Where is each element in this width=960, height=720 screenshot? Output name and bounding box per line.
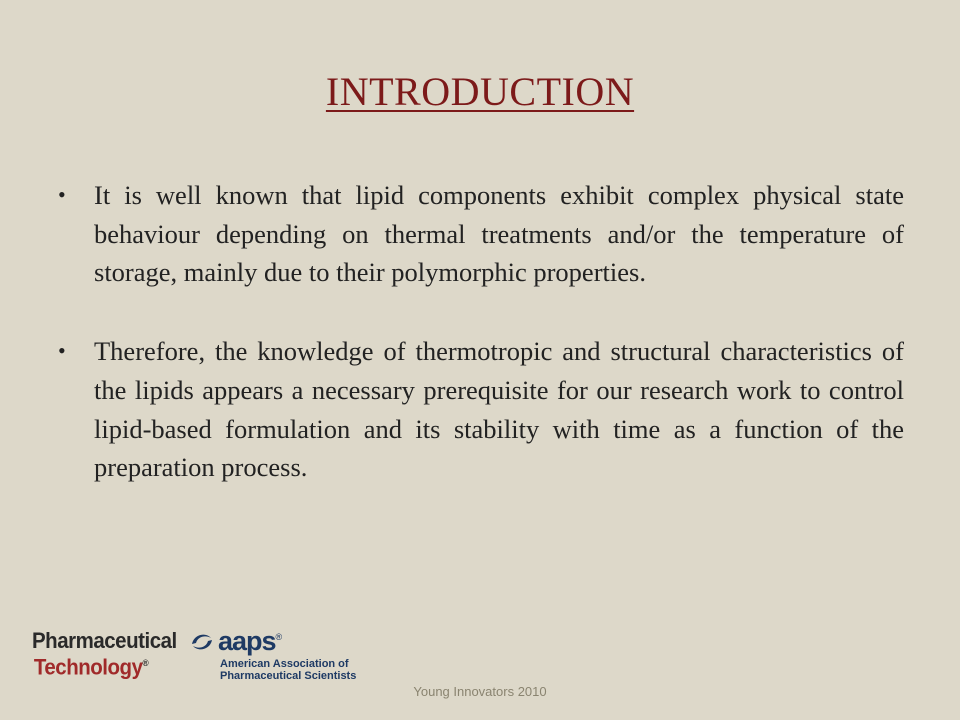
slide-title-text: INTRODUCTION (325, 69, 635, 114)
pharmaceutical-technology-logo-line2: Technology® (33, 654, 149, 680)
aaps-org-line2: Pharmaceutical Scientists (220, 670, 357, 682)
pharmaceutical-technology-logo-line1: Pharmaceutical (32, 628, 177, 653)
bullet-item (58, 332, 904, 487)
aaps-org-line1: American Association of (220, 658, 349, 670)
registered-mark: ® (275, 632, 282, 642)
registered-mark: ® (142, 658, 149, 668)
pharmaceutical-technology-logo (32, 630, 188, 678)
bullet-list (58, 176, 904, 527)
bullet-icon: • (58, 338, 66, 364)
bullet-item (58, 176, 904, 292)
aaps-wordmark: aaps® (218, 626, 282, 656)
slide-title (0, 68, 960, 115)
bullet-icon: • (58, 182, 66, 207)
footer-text: Young Innovators 2010 (413, 684, 547, 699)
aaps-organization-name (220, 658, 356, 682)
bullet-text: Therefore, the knowledge of thermotropic and structural characteristics of the lipids appears a necessary prerequisite for our research work to control lipid-based formulation and its stability with time as a function of the preparation process. (94, 336, 904, 483)
bullet-text: It is well known that lipid components exhibit complex physical state behaviour depending on thermal treatments and/or the temperature of storage, mainly due to their polymorphic properties. (94, 180, 904, 288)
aaps-swirl-icon (190, 632, 214, 652)
